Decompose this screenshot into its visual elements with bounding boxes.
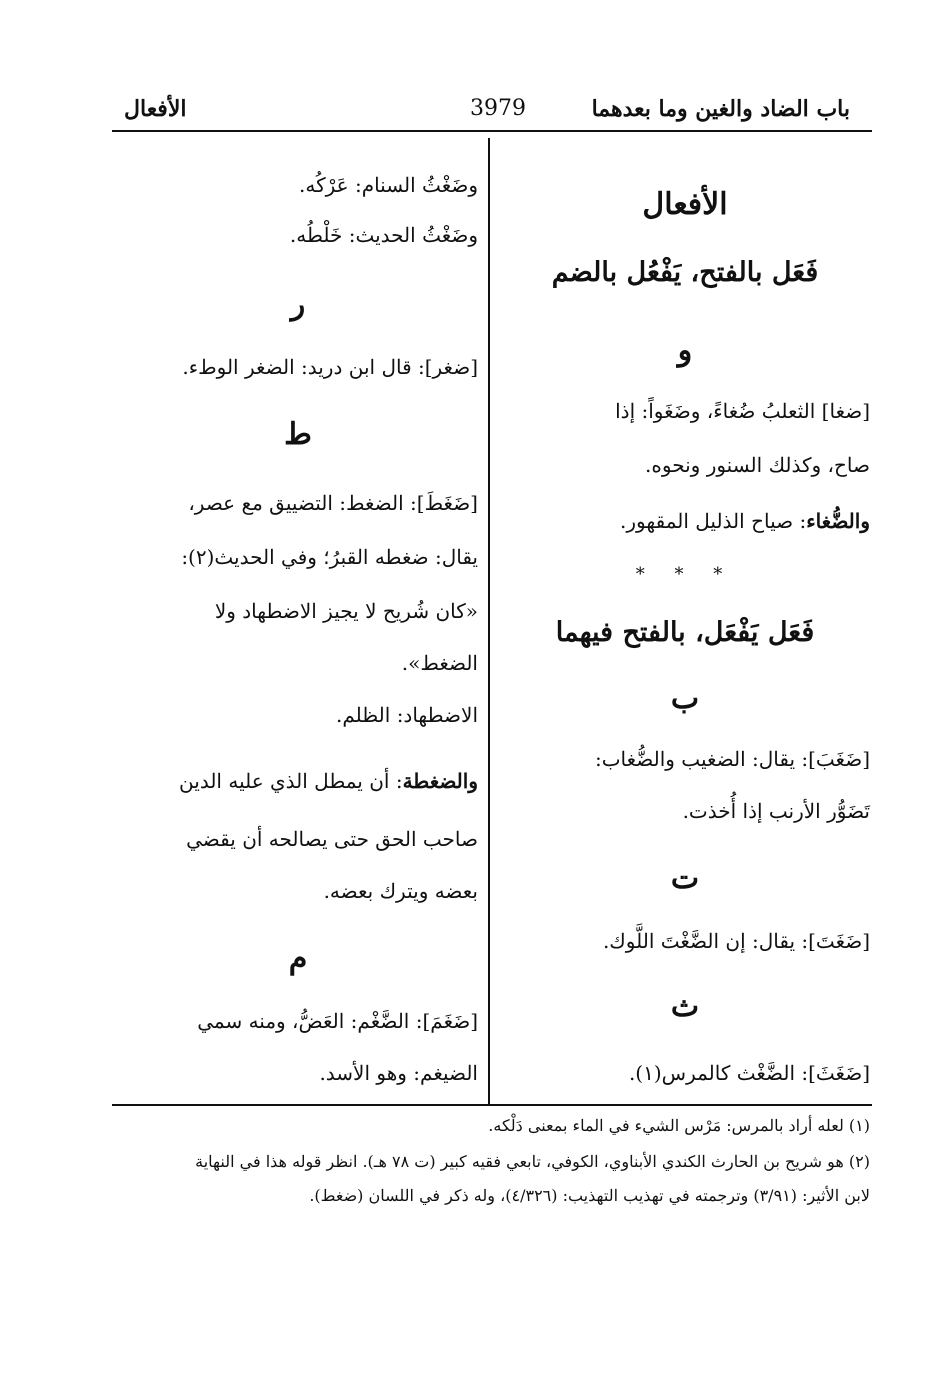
entry-line: الضيغم: وهو الأسد. [319,1061,478,1085]
footnote-2-line-1: (٢) هو شريح بن الحارث الكندي الأبناوي، الكوفي، تابعي فقيه كبير (ت ٧٨ هـ). انظر قوله هذا في النهاية [195,1152,870,1171]
section-heading: الأفعال [642,187,728,222]
running-head-chapter: باب الضاد والغين وما بعدهما [591,96,850,122]
letter-heading-waw: و [677,333,693,368]
letter-heading-ba: ب [670,681,700,716]
entry-text: : أن يمطل الذي عليه الدين [179,769,403,793]
entry-line: الاضطهاد: الظلم. [335,703,478,727]
entry-line: بعضه ويترك بعضه. [323,879,478,903]
letter-heading-ta: ت [670,861,700,896]
entry-line [179,766,478,796]
entry-line: صاحب الحق حتى يصالحه أن يقضي [186,827,478,851]
entry-line: صاح، وكذلك السنور ونحوه. [645,453,870,477]
entry-line: [ضَغَبَ]: يقال: الضغيب والضُّغاب: [594,747,870,771]
letter-heading-mim: م [288,941,308,976]
letter-heading-tha: ث [670,989,700,1024]
entry-line: «كان شُريح لا يجيز الاضطهاد ولا [214,599,478,623]
footnote-1: (١) لعله أراد بالمرس: مَرْس الشيء في الماء بمعنى دَلْكه. [488,1116,870,1135]
footnote-2-line-2: لابن الأثير: (٣/٩١) وترجمته في تهذيب التهذيب: (٤/٣٢٦)، وله ذكر في اللسان (ضغط). [309,1186,870,1205]
entry-line: وضَغْثُ السنام: عَرْكُه. [299,173,478,197]
entry-line [620,506,870,536]
letter-heading-ra: ر [290,287,306,322]
footnote-rule [112,1104,872,1106]
entry-line: [ضَغَثَ]: الضَّغْث كالمرس(١). [628,1061,870,1085]
running-head-section: الأفعال [124,96,187,122]
entry-line: يقال: ضغطه القبرُ؛ وفي الحديث(٢): [181,545,478,569]
entry-line: [ضغر]: قال ابن دريد: الضغر الوطء. [182,355,478,379]
entry-term: والضغطة [402,769,478,793]
entry-line: الضغط». [401,651,478,675]
subheading-pattern-2: فَعَل يَفْعَل، بالفتح فيهما [555,617,815,648]
entry-line: تَضَوُّر الأرنب إذا أُخذت. [682,799,870,823]
subheading-pattern-1: فَعَل بالفتح، يَفْعُل بالضم [551,257,819,288]
entry-line: [ضَغَمَ]: الضَّغْم: العَضُّ، ومنه سمي [197,1009,478,1033]
entry-text: : صياح الذليل المقهور. [620,509,807,533]
right-column [500,0,870,1110]
column-divider [488,138,490,1104]
entry-line: وضَغْثُ الحديث: خَلْطُه. [289,223,478,247]
entry-line: [ضَغَتَ]: يقال: إن الضَّغْتَ اللَّوك. [602,929,870,953]
letter-heading-taa: ط [284,417,312,452]
entry-line: [ضغا] الثعلبُ ضُغاءً، وضَغَواً: إذا [615,399,870,423]
section-separator-stars: * * * [635,564,735,585]
entry-line: [ضَغَطَ]: الضغط: التضييق مع عصر، [188,491,478,515]
page-number: 3979 [470,96,526,121]
entry-term: والضُّغاء [806,509,870,533]
left-column [118,0,478,1110]
